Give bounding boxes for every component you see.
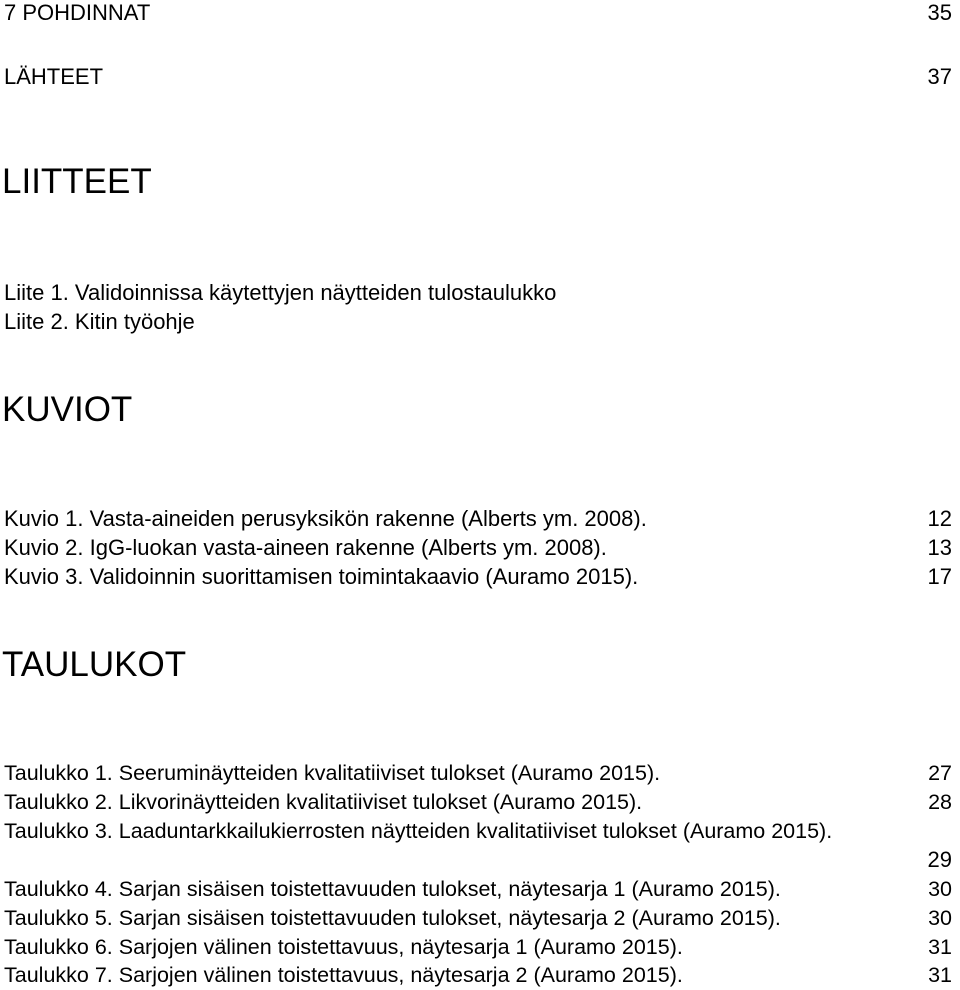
table-page-number: 31 [928, 963, 952, 987]
figure-page-number: 13 [927, 535, 952, 560]
figure-item[interactable] [4, 564, 952, 590]
toc-label: LÄHTEET [4, 64, 104, 89]
figure-item[interactable] [4, 535, 952, 561]
toc-page-number: 35 [927, 0, 952, 25]
table-item[interactable] [4, 962, 952, 988]
table-page-number: 30 [928, 906, 952, 930]
figure-label: Kuvio 2. IgG-luokan vasta-aineen rakenne (Alberts ym. 2008). [4, 535, 607, 560]
table-label: Taulukko 3. Laaduntarkkailukierrosten näytteiden kvalitatiiviset tulokset (Auramo 2015). [4, 819, 833, 843]
table-item[interactable] [4, 760, 952, 786]
table-page-number: 31 [928, 935, 952, 959]
appendix-item[interactable]: Liite 2. Kitin työohje [4, 309, 195, 334]
table-page-number: 27 [928, 761, 952, 785]
appendices-heading: LIITTEET [2, 162, 152, 201]
table-label: Taulukko 1. Seeruminäytteiden kvalitatiiviset tulokset (Auramo 2015). [4, 761, 661, 785]
table-page-number: 29 [927, 847, 952, 872]
figure-page-number: 17 [927, 564, 952, 589]
toc-row-pohdinnat[interactable] [4, 0, 952, 26]
figure-label: Kuvio 3. Validoinnin suorittamisen toimintakaavio (Auramo 2015). [4, 564, 639, 589]
table-label: Taulukko 5. Sarjan sisäisen toistettavuuden tulokset, näytesarja 2 (Auramo 2015). [4, 906, 781, 930]
table-item[interactable] [4, 934, 952, 960]
table-item[interactable] [4, 905, 952, 931]
figure-page-number: 12 [927, 506, 952, 531]
table-label: Taulukko 2. Likvorinäytteiden kvalitatiiviset tulokset (Auramo 2015). [4, 790, 643, 814]
table-page-number: 28 [928, 790, 952, 814]
toc-label: 7 POHDINNAT [4, 0, 151, 25]
figures-heading: KUVIOT [2, 390, 133, 429]
appendix-item[interactable]: Liite 1. Validoinnissa käytettyjen näytteiden tulostaulukko [4, 280, 557, 305]
table-page-number: 30 [928, 877, 952, 901]
table-item[interactable] [4, 818, 952, 844]
toc-row-lahteet[interactable] [4, 64, 952, 90]
table-label: Taulukko 4. Sarjan sisäisen toistettavuuden tulokset, näytesarja 1 (Auramo 2015). [4, 877, 781, 901]
tables-heading: TAULUKOT [2, 645, 187, 684]
table-item[interactable] [4, 789, 952, 815]
figure-label: Kuvio 1. Vasta-aineiden perusyksikön rakenne (Alberts ym. 2008). [4, 506, 647, 531]
figure-item[interactable] [4, 506, 952, 532]
table-item[interactable] [4, 876, 952, 902]
toc-page-number: 37 [927, 64, 952, 89]
table-label: Taulukko 6. Sarjojen välinen toistettavuus, näytesarja 1 (Auramo 2015). [4, 935, 683, 959]
table-label: Taulukko 7. Sarjojen välinen toistettavuus, näytesarja 2 (Auramo 2015). [4, 963, 683, 987]
